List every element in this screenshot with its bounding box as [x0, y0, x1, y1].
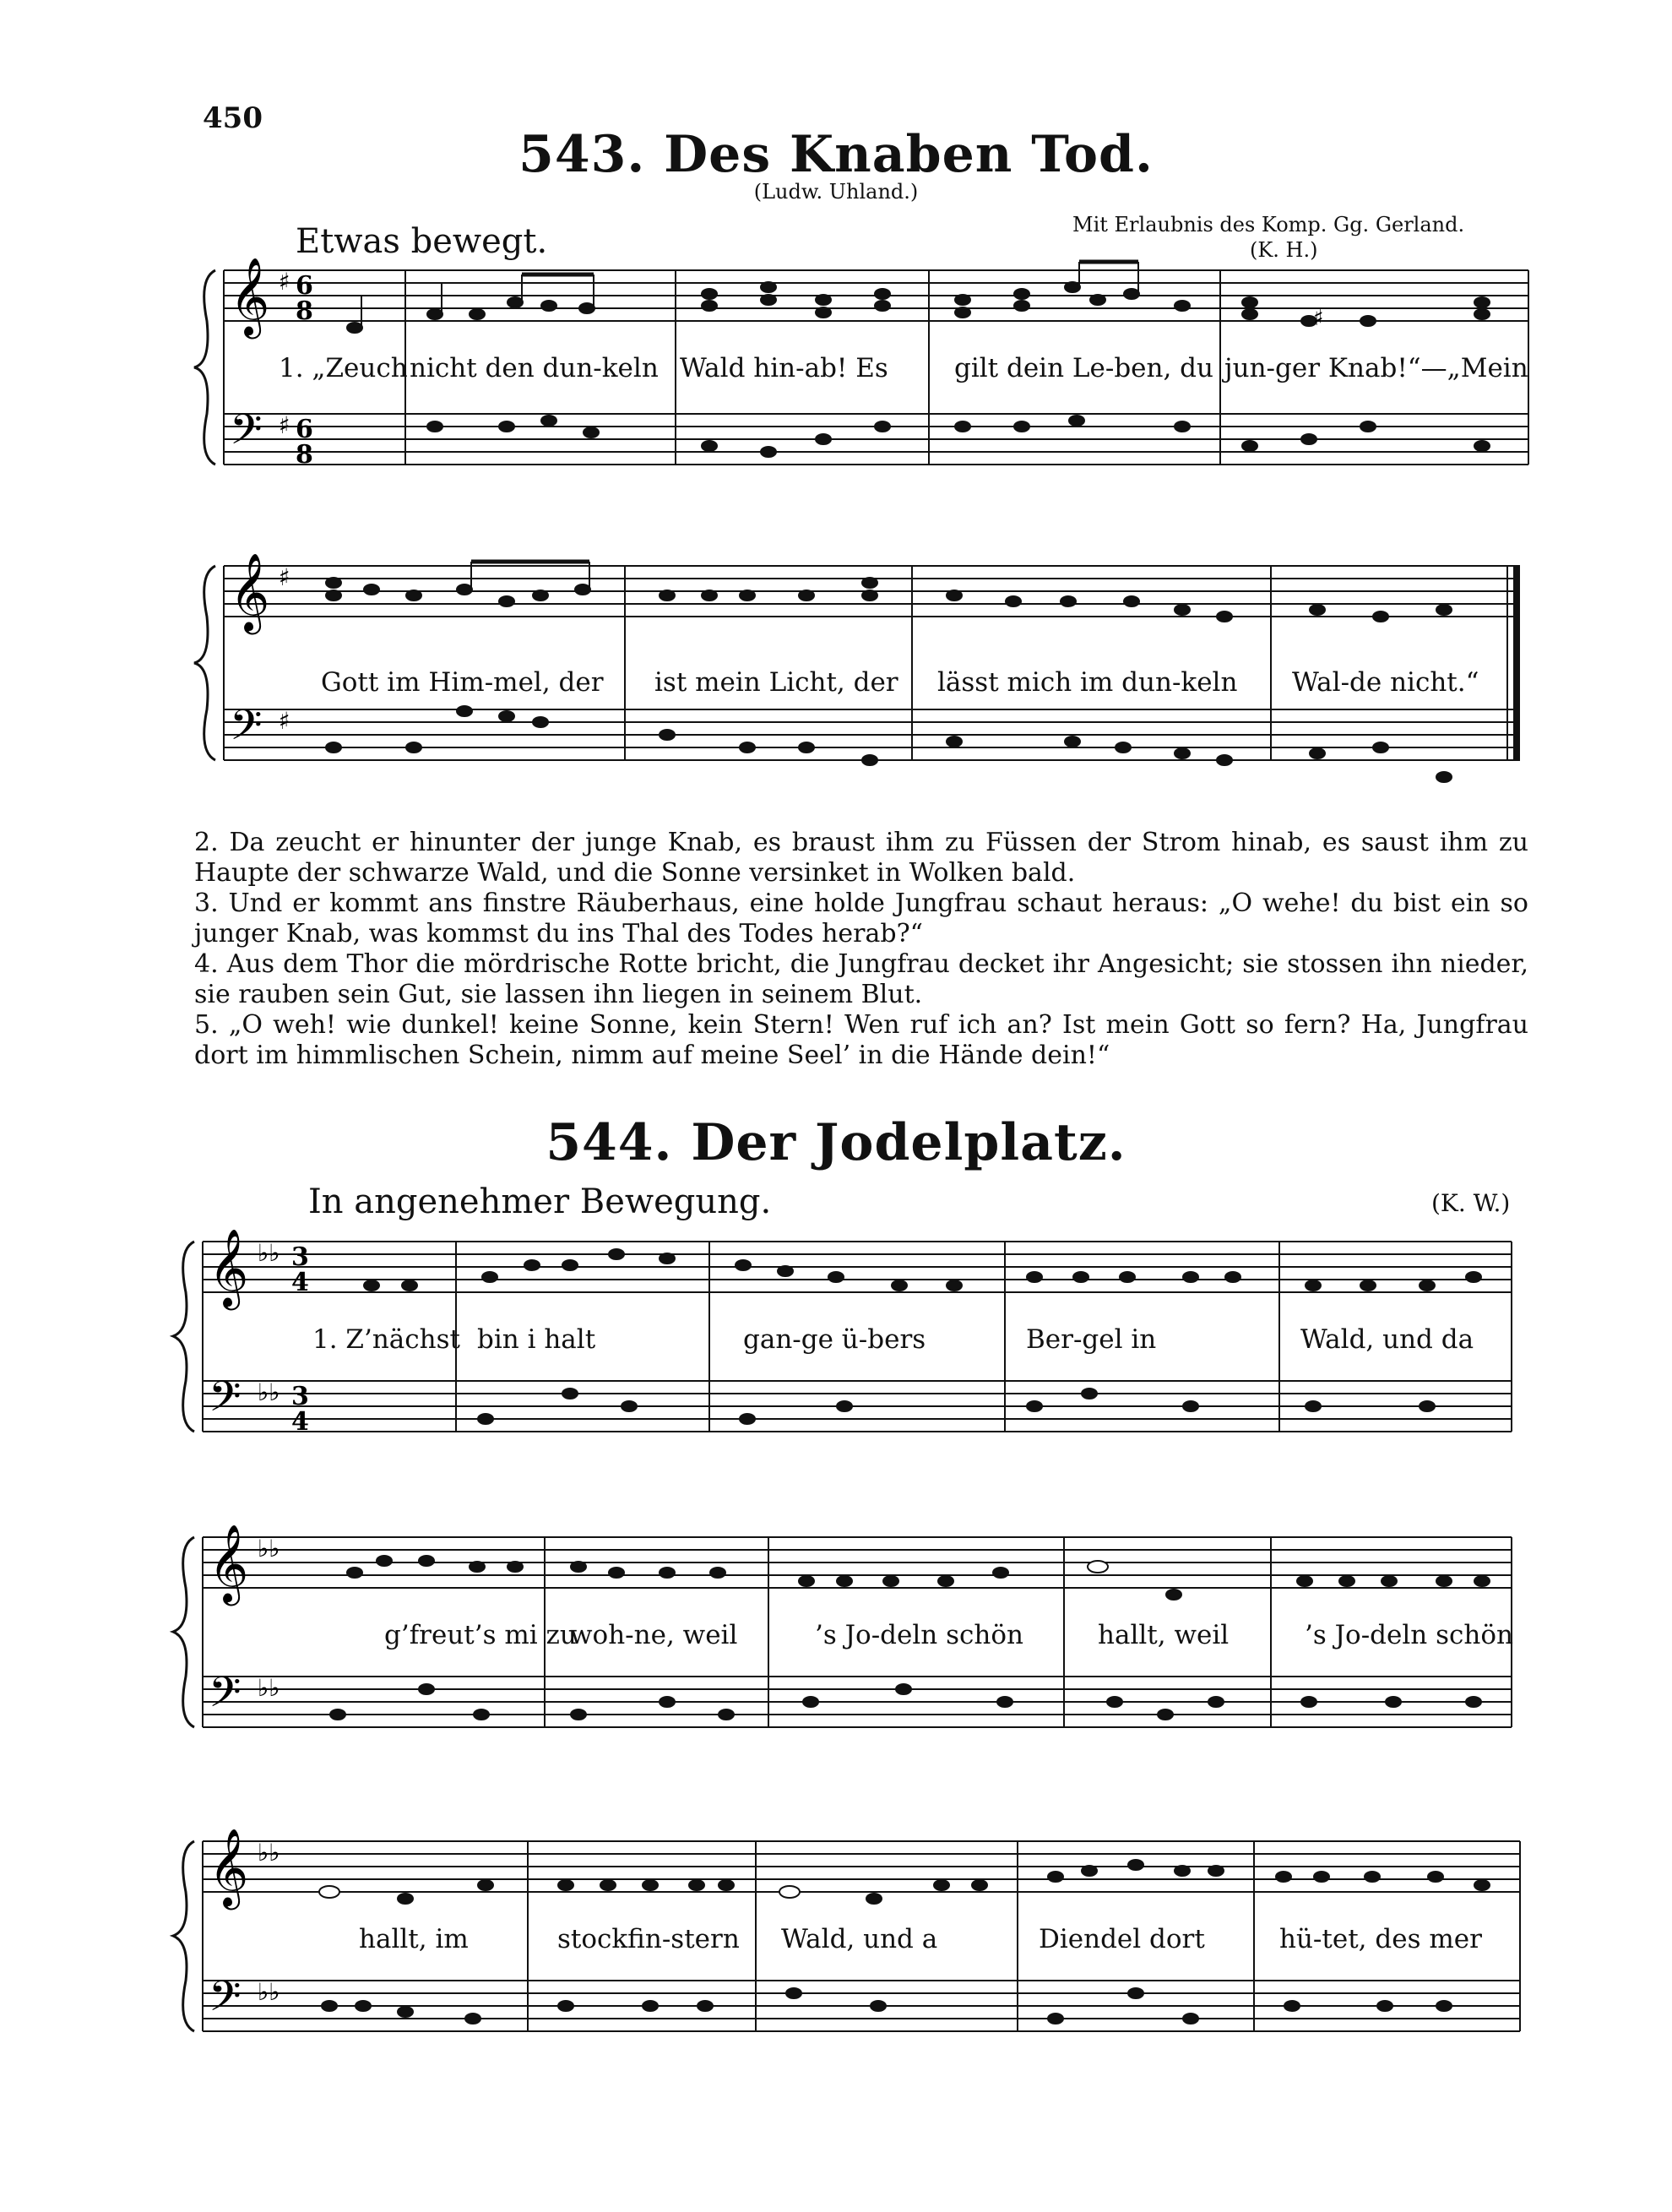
lyric-s2-l3-m5: hü-tet, des mer [1279, 1924, 1482, 1954]
svg-text:♯: ♯ [279, 268, 290, 296]
svg-text:♯: ♯ [279, 411, 290, 439]
verse-5: 5. „O weh! wie dunkel! keine Sonne, kein Stern! Wen ruf ich an? Ist mein Gott so fern? Ha, Jungfrau dort im himmlischen Schein, nimm auf meine Seel’ in die Hände dein!“ [194, 1010, 1528, 1070]
svg-text:𝄢: 𝄢 [209, 1668, 242, 1727]
lyric-s2-l2-m1: g’freut’s mi zu [384, 1620, 577, 1650]
lyric-s1-l2-m2: ist mein Licht, der [654, 667, 898, 698]
svg-text:𝄢: 𝄢 [230, 405, 263, 465]
svg-text:♭♭: ♭♭ [258, 1535, 280, 1563]
svg-text:4: 4 [291, 1268, 309, 1297]
lyric-s2-l3-m4: Diendel dort [1039, 1924, 1205, 1954]
lyric-s2-l1-m5: Wald, und da [1300, 1324, 1474, 1355]
svg-text:♭♭: ♭♭ [258, 1674, 280, 1702]
svg-text:𝄞: 𝄞 [230, 552, 270, 631]
lyric-s1-l2-m1: Gott im Him-mel, der [321, 667, 604, 698]
lyric-s2-l1-m2: bin i halt [477, 1324, 596, 1355]
verse-3: 3. Und er kommt ans finstre Räuberhaus, eine holde Jungfrau schaut heraus: „O wehe! du bist ein so junger Knab, was kommst du ins Thal des Todes herab?“ [194, 889, 1528, 948]
verses-block [194, 828, 1528, 1071]
svg-text:𝄞: 𝄞 [209, 1828, 249, 1906]
lyric-s2-l2-m5: ’s Jo-deln schön [1305, 1620, 1513, 1650]
svg-text:𝄞: 𝄞 [209, 1228, 249, 1307]
tempo-marking-2: In angenehmer Bewegung. [308, 1182, 772, 1221]
lyric-s1-l1-m3: Wald hin-ab! Es [680, 353, 888, 383]
verse-2: 2. Da zeucht er hinunter der junge Knab, es braust ihm zu Füssen der Strom hinab, es saust ihm zu Haupte der schwarze Wald, und die Sonne versinket in Wolken bald. [194, 828, 1528, 888]
svg-text:𝄢: 𝄢 [209, 1972, 242, 2031]
lyric-s1-l1-m5: jun-ger Knab!“—„Mein [1224, 353, 1528, 383]
svg-text:♯: ♯ [1313, 306, 1324, 331]
svg-text:♭♭: ♭♭ [258, 1239, 280, 1267]
lyric-s2-l2-m4: hallt, weil [1098, 1620, 1230, 1650]
lyric-s1-l2-m4: Wal-de nicht.“ [1292, 667, 1479, 698]
svg-text:6: 6 [296, 271, 313, 301]
svg-text:𝄞: 𝄞 [209, 1524, 249, 1602]
composer-credit-2: (K. W.) [1431, 1189, 1511, 1217]
lyric-s2-l3-m3: Wald, und a [781, 1924, 938, 1954]
lyric-s2-l3-m1: hallt, im [359, 1924, 469, 1954]
svg-text:♭♭: ♭♭ [258, 1839, 280, 1867]
svg-text:𝄢: 𝄢 [230, 701, 263, 760]
svg-text:4: 4 [291, 1407, 309, 1437]
svg-text:8: 8 [296, 296, 313, 326]
song-title: 543. Des Knaben Tod. [518, 125, 1154, 184]
lyric-s2-l1-m1: 1. Z’nächst [312, 1324, 460, 1355]
svg-text:6: 6 [296, 415, 313, 444]
svg-text:♯: ♯ [279, 563, 290, 591]
poet-credit: (Ludw. Uhland.) [753, 180, 919, 204]
lyric-s2-l1-m3: gan-ge ü-bers [743, 1324, 926, 1355]
lyric-s2-l3-m2: stockfin-stern [557, 1924, 740, 1954]
song-title-2: 544. Der Jodelplatz. [546, 1113, 1126, 1172]
svg-text:𝄞: 𝄞 [230, 257, 270, 335]
lyric-s1-l1-m1: 1. „Zeuch [279, 353, 408, 383]
permission-note: Mit Erlaubnis des Komp. Gg. Gerland. [1072, 213, 1465, 236]
svg-text:♯: ♯ [279, 707, 290, 735]
lyric-s2-l2-m2: woh-ne, weil [570, 1620, 738, 1650]
verse-4: 4. Aus dem Thor die mördrische Rotte bricht, die Jungfrau decket ihr Angesicht; sie stossen ihn nieder, sie rauben sein Gut, sie lassen ihn liegen in seinem Blut. [194, 949, 1528, 1009]
svg-text:8: 8 [296, 440, 313, 470]
lyric-s2-l2-m3: ’s Jo-deln schön [815, 1620, 1023, 1650]
svg-text:♭♭: ♭♭ [258, 1978, 280, 2006]
svg-text:𝄢: 𝄢 [209, 1372, 242, 1432]
svg-text:3: 3 [291, 1242, 309, 1272]
svg-text:3: 3 [291, 1382, 309, 1411]
composer-credit: (K. H.) [1250, 238, 1318, 262]
page-number: 450 [203, 101, 263, 135]
lyric-s1-l1-m4: gilt dein Le-ben, du [954, 353, 1213, 383]
svg-text:♭♭: ♭♭ [258, 1378, 280, 1406]
lyric-s1-l1-m2: nicht den dun-keln [410, 353, 659, 383]
lyric-s1-l2-m3: lässt mich im dun-keln [937, 667, 1238, 698]
tempo-marking: Etwas bewegt. [296, 222, 548, 261]
music-system-5 [0, 1824, 1672, 2086]
lyric-s2-l1-m4: Ber-gel in [1026, 1324, 1157, 1355]
